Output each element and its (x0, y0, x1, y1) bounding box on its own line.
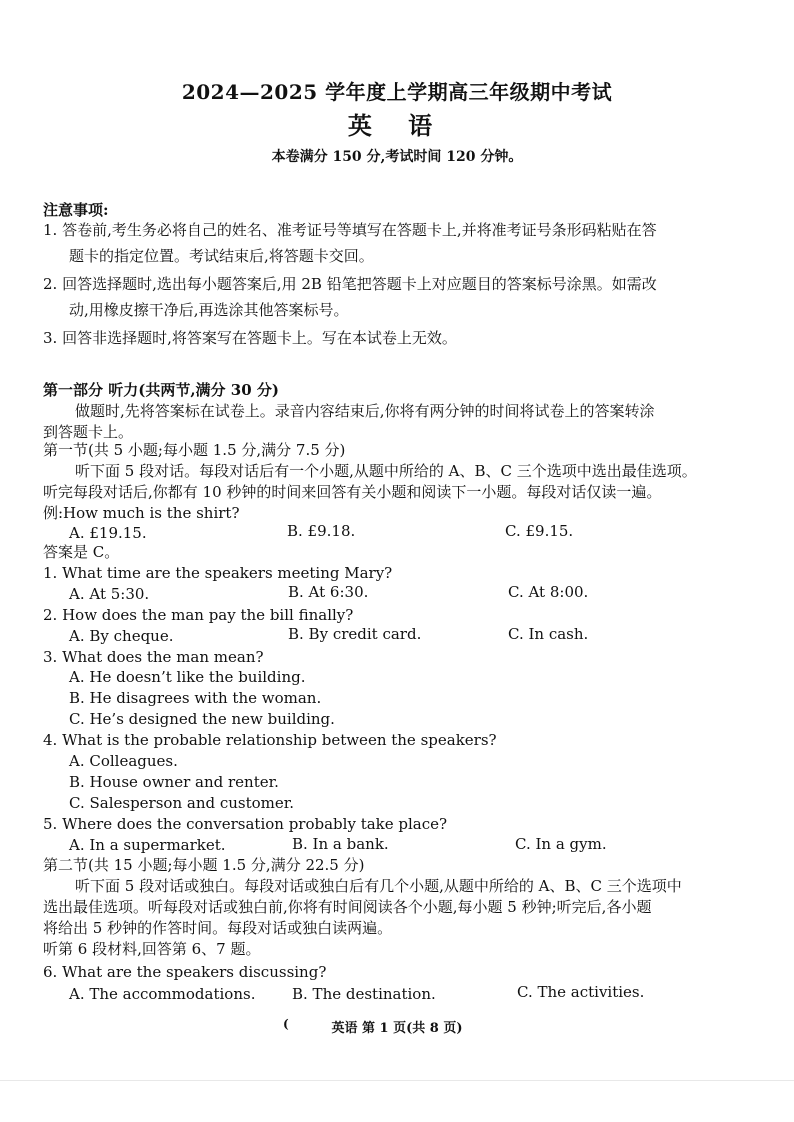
note-3: 3. 回答非选择题时,将答案写在答题卡上。写在本试卷上无效。 (43, 329, 457, 347)
part1-intro-line-1: 做题时,先将答案标在试卷上。录音内容结束后,你将有两分钟的时间将试卷上的答案转涂 (75, 402, 655, 420)
question-1-option-b: B. At 6:30. (288, 583, 369, 601)
section2-heading: 第二节(共 15 小题;每小题 1.5 分,满分 22.5 分) (43, 856, 365, 874)
question-1-option-a: A. At 5:30. (69, 585, 150, 603)
question-6-option-c: C. The activities. (517, 983, 645, 1001)
question-5-option-c: C. In a gym. (515, 835, 607, 853)
notes-heading: 注意事项: (43, 201, 109, 219)
exam-title: 2024—2025 学年度上学期高三年级期中考试 (181, 80, 613, 104)
question-4-option-a: A. Colleagues. (69, 752, 178, 770)
question-5: 5. Where does the conversation probably take place? (43, 815, 448, 833)
example-option-b: B. £9.18. (287, 522, 356, 540)
section1-intro-line-1: 听下面 5 段对话。每段对话后有一个小题,从题中所给的 A、B、C 三个选项中选出最佳选项。 (75, 462, 697, 480)
question-6-option-b: B. The destination. (292, 985, 436, 1003)
example-question: 例:How much is the shirt? (43, 504, 240, 522)
note-1-line-1: 1. 答卷前,考生务必将自己的姓名、准考证号等填写在答题卡上,并将准考证号条形码粘贴在答 (43, 221, 657, 239)
question-2-option-c: C. In cash. (508, 625, 589, 643)
question-2-option-a: A. By cheque. (69, 627, 174, 645)
footer-mark: ( (283, 1017, 289, 1031)
question-3: 3. What does the man mean? (43, 648, 264, 666)
example-option-a: A. £19.15. (69, 524, 147, 542)
question-5-option-b: B. In a bank. (292, 835, 389, 853)
question-3-option-a: A. He doesn’t like the building. (69, 668, 306, 686)
note-1-line-2: 题卡的指定位置。考试结束后,将答题卡交回。 (69, 247, 374, 265)
question-6: 6. What are the speakers discussing? (43, 963, 327, 981)
note-2-line-1: 2. 回答选择题时,选出每小题答案后,用 2B 铅笔把答题卡上对应题目的答案标号涂黑。如需改 (43, 275, 657, 293)
question-5-option-a: A. In a supermarket. (69, 836, 226, 854)
question-4-option-c: C. Salesperson and customer. (69, 794, 295, 812)
question-6-option-a: A. The accommodations. (69, 985, 256, 1003)
question-1-option-c: C. At 8:00. (508, 583, 589, 601)
section1-intro-line-2: 听完每段对话后,你都有 10 秒钟的时间来回答有关小题和阅读下一小题。每段对话仅读一遍。 (43, 483, 662, 501)
part1-intro-line-2: 到答题卡上。 (43, 423, 134, 441)
question-1: 1. What time are the speakers meeting Mary? (43, 564, 393, 582)
question-3-option-b: B. He disagrees with the woman. (69, 689, 322, 707)
section1-heading: 第一节(共 5 小题;每小题 1.5 分,满分 7.5 分) (43, 441, 346, 459)
page-footer: 英语 第 1 页(共 8 页) (331, 1021, 463, 1036)
exam-info: 本卷满分 150 分,考试时间 120 分钟。 (271, 149, 523, 165)
bottom-divider (0, 1080, 794, 1081)
example-option-c: C. £9.15. (505, 522, 574, 540)
question-4-option-b: B. House owner and renter. (69, 773, 279, 791)
note-2-line-2: 动,用橡皮擦干净后,再选涂其他答案标号。 (69, 301, 349, 319)
section2-intro-line-2: 选出最佳选项。听每段对话或独白前,你将有时间阅读各个小题,每小题 5 秒钟;听完后,各小题 (43, 898, 652, 916)
question-2-option-b: B. By credit card. (288, 625, 422, 643)
section2-intro-line-1: 听下面 5 段对话或独白。每段对话或独白后有几个小题,从题中所给的 A、B、C 三个选项中 (75, 877, 682, 895)
subject-title: 英 语 (347, 111, 447, 140)
question-4: 4. What is the probable relationship between the speakers? (43, 731, 497, 749)
section2-intro-line-3: 将给出 5 秒钟的作答时间。每段对话或独白读两遍。 (43, 919, 393, 937)
question-2: 2. How does the man pay the bill finally? (43, 606, 354, 624)
example-answer: 答案是 C。 (43, 543, 120, 561)
part1-heading: 第一部分 听力(共两节,满分 30 分) (43, 381, 279, 399)
material-6-instruction: 听第 6 段材料,回答第 6、7 题。 (43, 940, 261, 958)
question-3-option-c: C. He’s designed the new building. (69, 710, 335, 728)
